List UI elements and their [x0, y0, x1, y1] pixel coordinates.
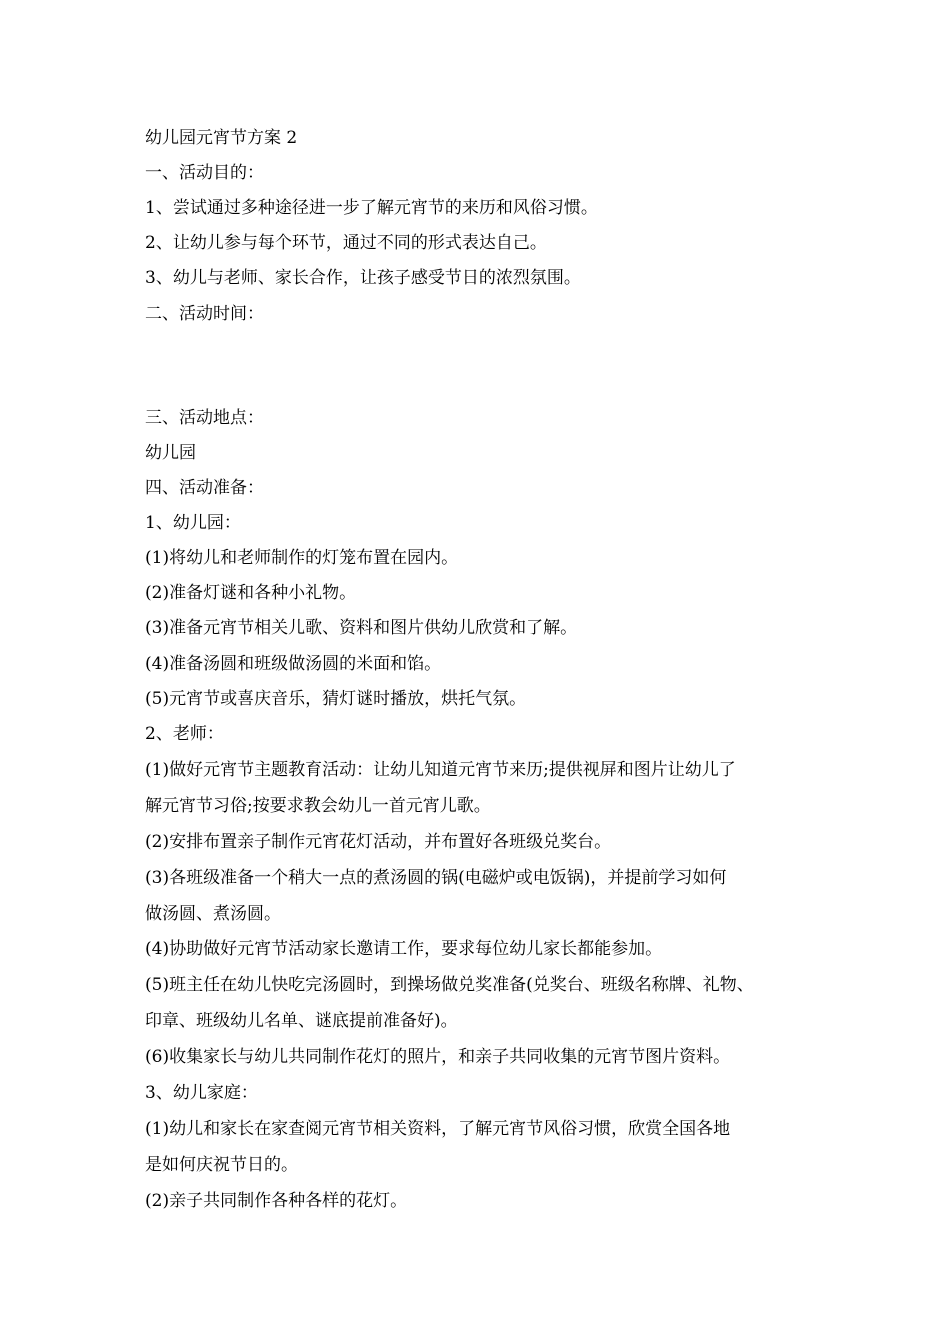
paragraph-line: 是如何庆祝节日的。	[145, 1155, 298, 1175]
subsection-heading: 2、老师：	[145, 724, 224, 744]
section-heading-time: 二、活动时间：	[145, 304, 264, 324]
document-title: 幼儿园元宵节方案 2	[145, 128, 298, 148]
paragraph-line: (1)做好元宵节主题教育活动：让幼儿知道元宵节来历;提供视屏和图片让幼儿了	[145, 760, 736, 780]
paragraph-line: 印章、班级幼儿名单、谜底提前准备好)。	[145, 1011, 458, 1031]
paragraph-line: (2)安排布置亲子制作元宵花灯活动，并布置好各班级兑奖台。	[145, 832, 612, 852]
section-heading-purpose: 一、活动目的：	[145, 163, 264, 183]
paragraph-line: (2)亲子共同制作各种各样的花灯。	[145, 1191, 408, 1211]
paragraph-line: (2)准备灯谜和各种小礼物。	[145, 583, 357, 603]
paragraph-line: (4)协助做好元宵节活动家长邀请工作，要求每位幼儿家长都能参加。	[145, 939, 663, 959]
paragraph-line: (1)幼儿和家长在家查阅元宵节相关资料，了解元宵节风俗习惯，欣赏全国各地	[145, 1119, 731, 1139]
subsection-heading: 1、幼儿园：	[145, 513, 241, 533]
paragraph-line: 解元宵节习俗;按要求教会幼儿一首元宵儿歌。	[145, 796, 491, 816]
paragraph-line: (6)收集家长与幼儿共同制作花灯的照片，和亲子共同收集的元宵节图片资料。	[145, 1047, 731, 1067]
section-heading-preparation: 四、活动准备：	[145, 478, 264, 498]
paragraph-line: (4)准备汤圆和班级做汤圆的米面和馅。	[145, 654, 442, 674]
paragraph-line: (3)准备元宵节相关儿歌、资料和图片供幼儿欣赏和了解。	[145, 618, 578, 638]
paragraph-line: (3)各班级准备一个稍大一点的煮汤圆的锅(电磁炉或电饭锅)，并提前学习如何	[145, 868, 727, 888]
paragraph-line: (5)班主任在幼儿快吃完汤圆时，到操场做兑奖准备(兑奖台、班级名称牌、礼物、	[145, 975, 754, 995]
paragraph-line: (1)将幼儿和老师制作的灯笼布置在园内。	[145, 548, 459, 568]
paragraph-line: 3、幼儿与老师、家长合作，让孩子感受节日的浓烈氛围。	[145, 268, 581, 288]
paragraph-line: 1、尝试通过多种途径进一步了解元宵节的来历和风俗习惯。	[145, 198, 598, 218]
subsection-heading: 3、幼儿家庭：	[145, 1083, 258, 1103]
section-heading-location: 三、活动地点：	[145, 408, 264, 428]
paragraph-line: 幼儿园	[145, 443, 196, 463]
paragraph-line: 做汤圆、煮汤圆。	[145, 904, 281, 924]
paragraph-line: (5)元宵节或喜庆音乐，猜灯谜时播放，烘托气氛。	[145, 689, 527, 709]
paragraph-line: 2、让幼儿参与每个环节，通过不同的形式表达自己。	[145, 233, 547, 253]
